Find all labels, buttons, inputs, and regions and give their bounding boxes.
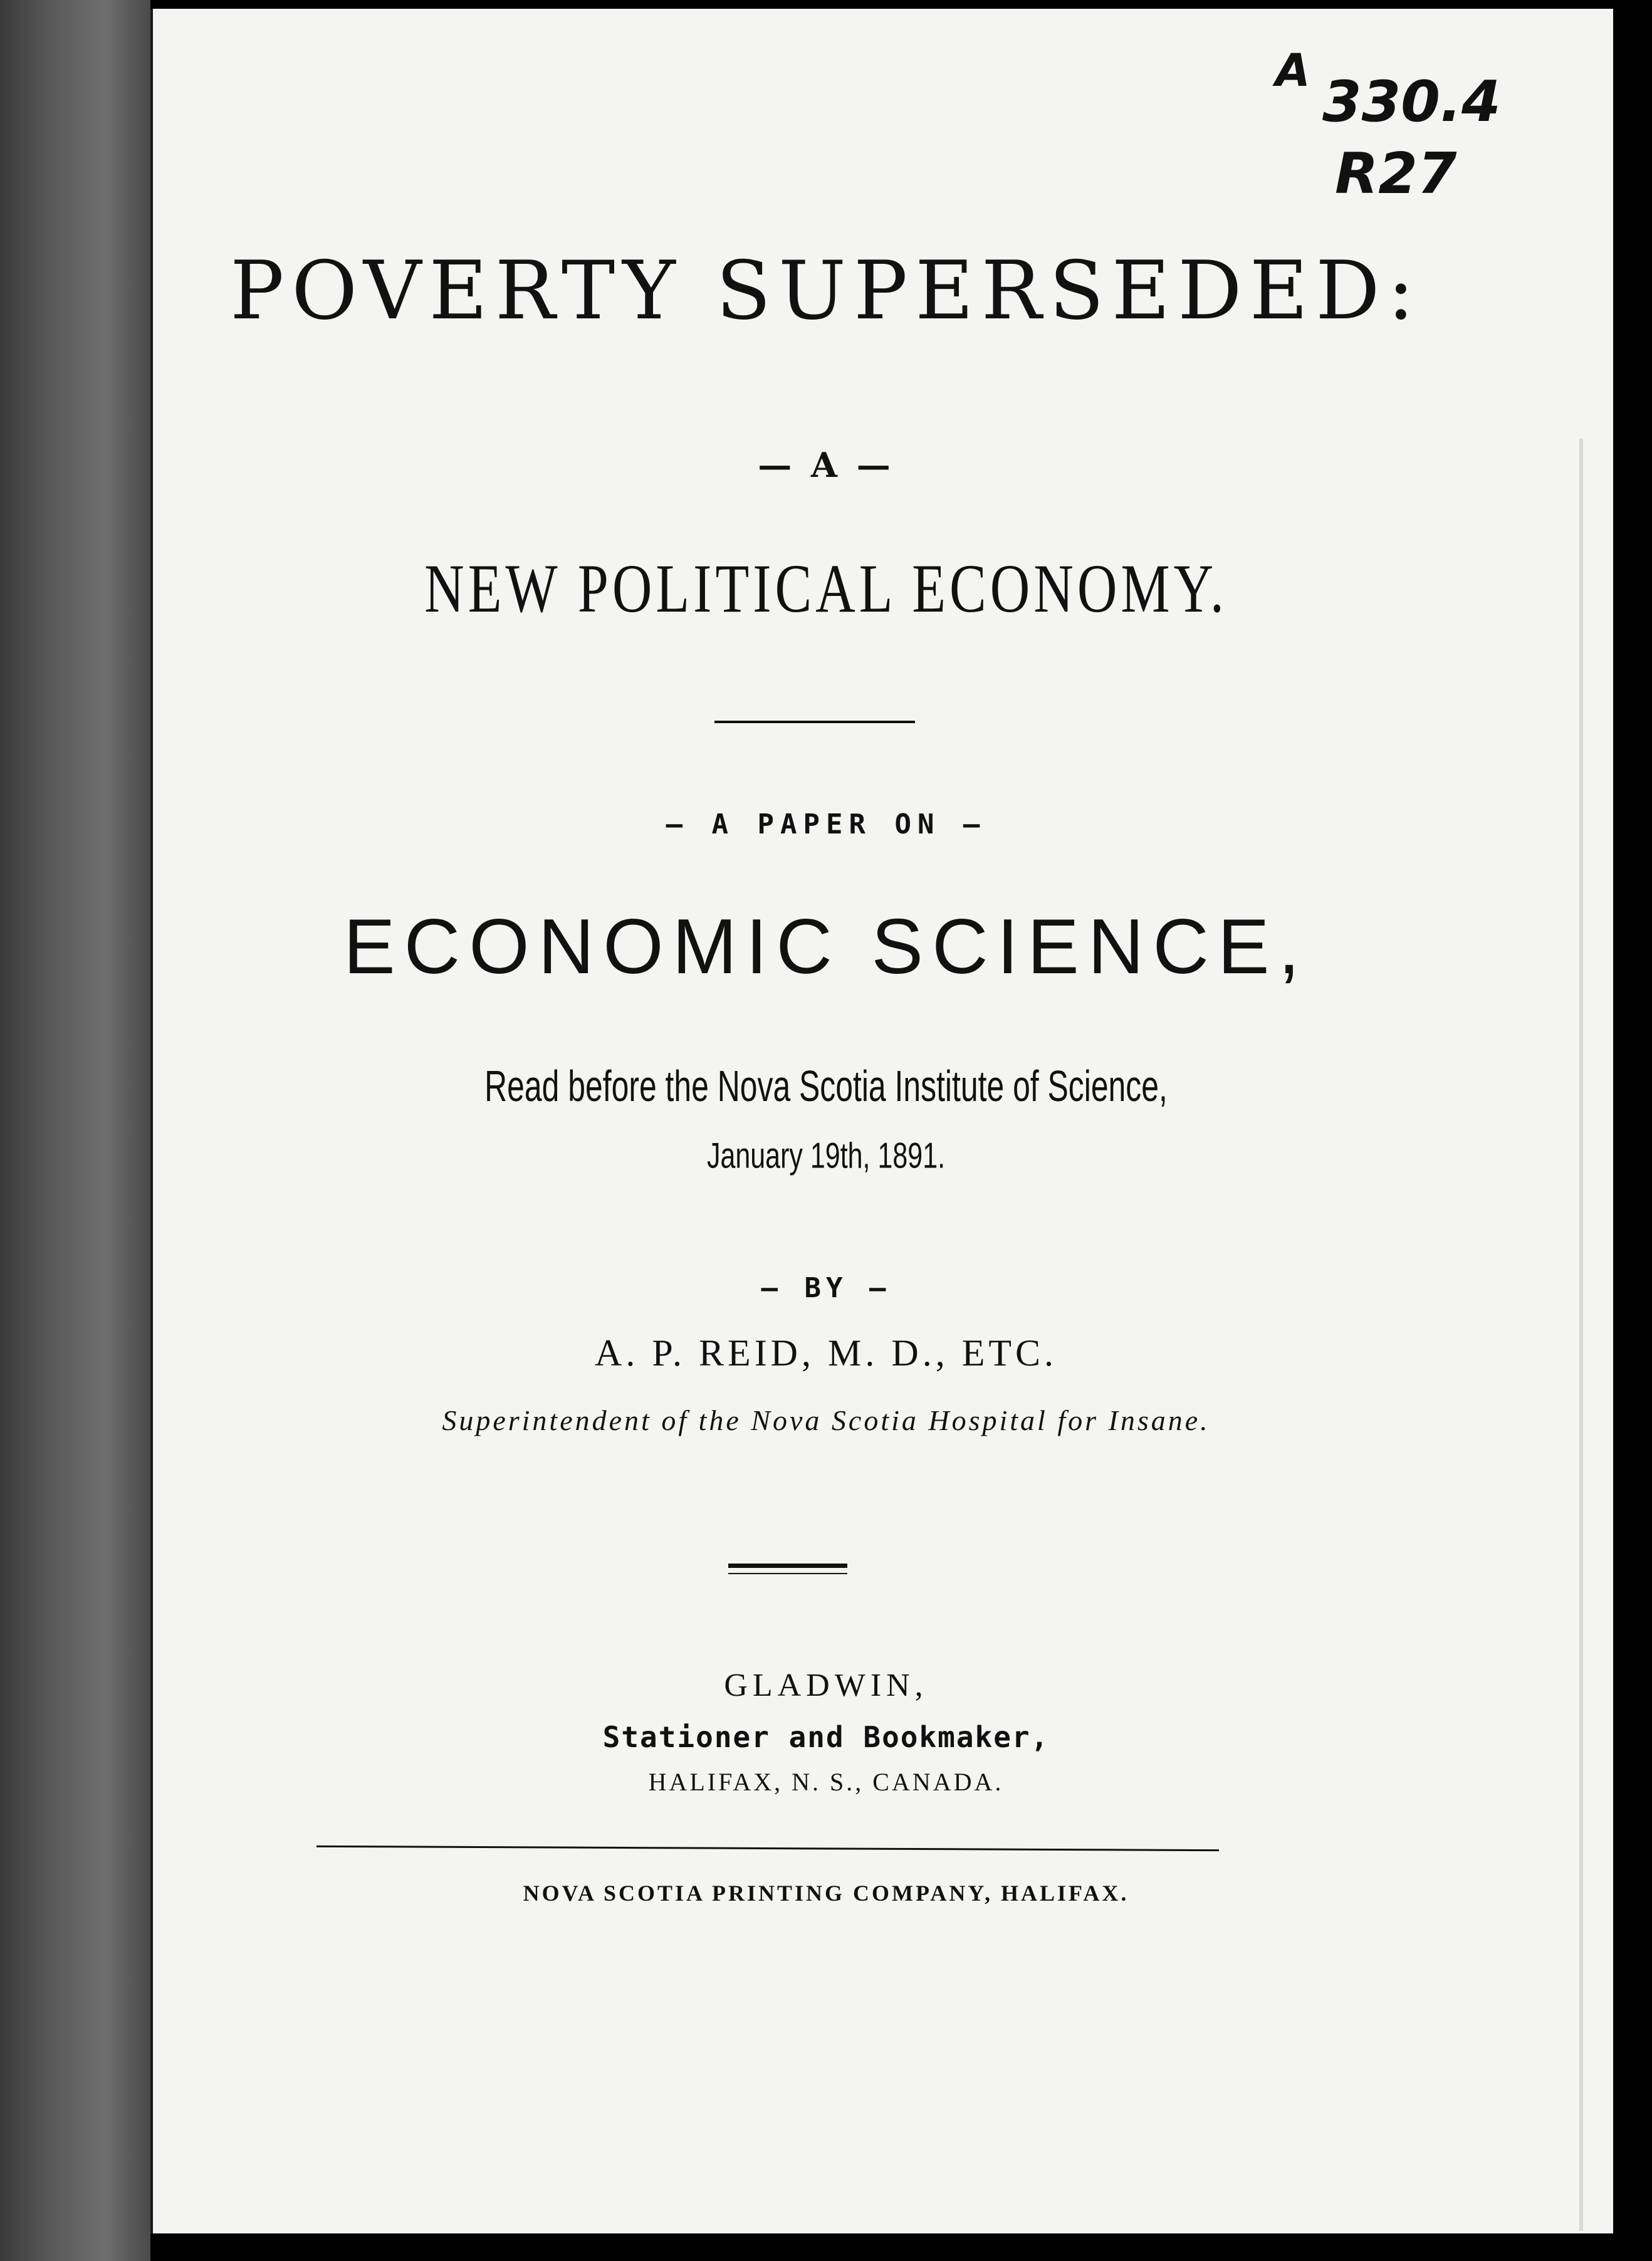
printer-line: NOVA SCOTIA PRINTING COMPANY, HALIFAX.	[523, 1881, 1129, 1906]
date-line: January 19th, 1891.	[706, 1135, 946, 1176]
author-name: A. P. REID, M. D., ETC.	[594, 1332, 1058, 1374]
divider-rule-double-thin	[728, 1573, 847, 1574]
main-title: ECONOMIC SCIENCE,	[343, 904, 1309, 990]
call-number-line2: R27	[1335, 141, 1457, 207]
author-title: Superintendent of the Nova Scotia Hospital for Insane.	[442, 1404, 1210, 1436]
publisher-name: GLADWIN,	[724, 1668, 928, 1703]
divider-rule-double-thick	[728, 1564, 847, 1568]
book-spine	[0, 0, 150, 2261]
publisher-description: Stationer and Bookmaker,	[602, 1720, 1050, 1754]
page-title: POVERTY SUPERSEDED:	[230, 244, 1422, 338]
article-label: — A —	[758, 445, 894, 485]
paper-on-label: — A PAPER ON —	[666, 808, 986, 840]
read-before-line: Read before the Nova Scotia Institute of Science,	[484, 1062, 1168, 1111]
subtitle: NEW POLITICAL ECONOMY.	[424, 551, 1228, 628]
call-number-line1: 330.4	[1322, 69, 1501, 135]
call-number-prefix: A	[1275, 44, 1310, 97]
publisher-location: HALIFAX, N. S., CANADA.	[648, 1768, 1004, 1796]
by-label: — BY —	[761, 1272, 891, 1304]
divider-rule-top	[714, 721, 915, 723]
